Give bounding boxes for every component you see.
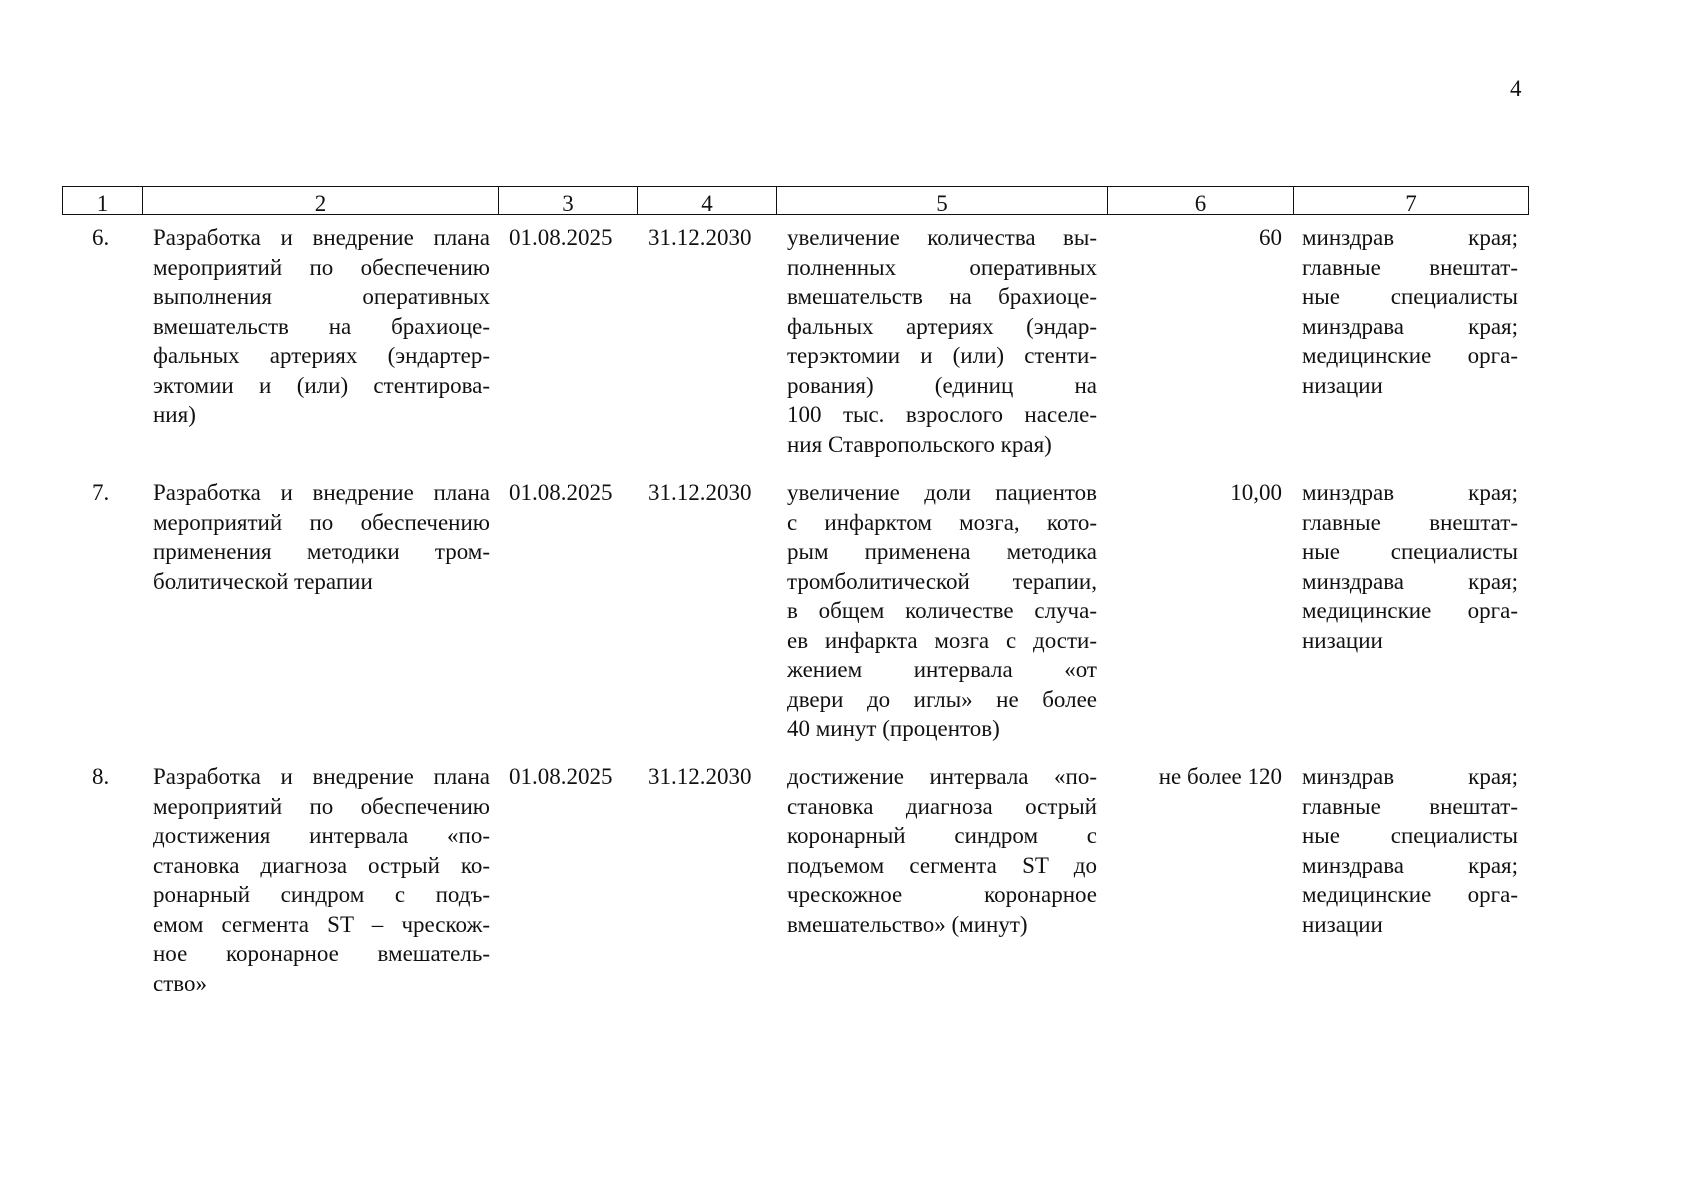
responsible-executors	[1302, 762, 1518, 939]
indicator-value: не более 120	[1158, 764, 1282, 789]
task-description-line: выполнения оперативных	[153, 284, 490, 309]
indicator-description	[787, 223, 1097, 459]
indicator-description-line: коронарный синдром с	[787, 823, 1097, 848]
column-header-6: 6	[1107, 186, 1293, 215]
column-header-2: 2	[142, 186, 498, 215]
responsible-executors-line: ные специалисты	[1302, 823, 1518, 848]
indicator-description-line: с инфарктом мозга, кото-	[787, 509, 1097, 535]
task-description-line: емом сегмента ST – чрескож-	[153, 911, 490, 937]
responsible-executors-line: минздрав края;	[1302, 225, 1518, 250]
indicator-description-line: подъемом сегмента ST до	[787, 852, 1097, 878]
responsible-executors-line: минздрава края;	[1302, 313, 1518, 339]
column-header-7: 7	[1293, 186, 1529, 215]
responsible-executors-line: низации	[1302, 372, 1383, 398]
task-description-line: ное коронарное вмешатель-	[153, 941, 490, 966]
indicator-description-line: тромболитической терапии,	[787, 568, 1097, 594]
indicator-description-line: фальных артериях (эндар-	[787, 313, 1097, 339]
column-header-1: 1	[62, 186, 142, 215]
indicator-description-line: увеличение доли пациентов	[787, 480, 1097, 505]
column-header-3: 3	[498, 186, 637, 215]
responsible-executors-line: ные специалисты	[1302, 539, 1518, 564]
responsible-executors-line: ные специалисты	[1302, 284, 1518, 309]
task-description-line: мероприятий по обеспечению	[153, 509, 490, 535]
responsible-executors-line: минздрава края;	[1302, 852, 1518, 878]
task-description-line: фальных артериях (эндартер-	[153, 343, 490, 368]
end-date: 31.12.2030	[648, 225, 752, 250]
end-date: 31.12.2030	[648, 764, 752, 789]
indicator-description-line: терэктомии и (или) стенти-	[787, 343, 1097, 368]
row-number: 6.	[92, 225, 110, 250]
column-header-4: 4	[637, 186, 776, 215]
indicator-description-line: жением интервала «от	[787, 657, 1097, 682]
responsible-executors	[1302, 478, 1518, 655]
responsible-executors-line: минздрав края;	[1302, 480, 1518, 505]
task-description-line: эктомии и (или) стентирова-	[153, 372, 490, 398]
task-description-line: ния)	[153, 402, 196, 427]
task-description-line: ство»	[153, 970, 207, 996]
indicator-description-line: становка диагноза острый	[787, 793, 1097, 819]
indicator-description-line: 100 тыс. взрослого населе-	[787, 402, 1097, 427]
indicator-description-line: достижение интервала «по-	[787, 764, 1097, 789]
table-header	[62, 186, 1529, 217]
end-date: 31.12.2030	[648, 480, 752, 505]
indicator-description-line: рым применена методика	[787, 539, 1097, 564]
task-description-line: ронарный синдром с подъ-	[153, 882, 490, 907]
start-date: 01.08.2025	[509, 764, 613, 789]
task-description-line: Разработка и внедрение плана	[153, 480, 490, 505]
responsible-executors-line: минздрав края;	[1302, 764, 1518, 789]
responsible-executors-line: главные внештат-	[1302, 509, 1518, 535]
indicator-description-line: вмешательств на брахиоце-	[787, 284, 1097, 309]
task-description-line: мероприятий по обеспечению	[153, 254, 490, 280]
indicator-value: 10,00	[1230, 480, 1282, 505]
indicator-description-line: двери до иглы» не более	[787, 686, 1097, 712]
task-description-line: вмешательств на брахиоце-	[153, 313, 490, 339]
task-description	[153, 762, 490, 998]
responsible-executors-line: главные внештат-	[1302, 254, 1518, 280]
responsible-executors-line: минздрава края;	[1302, 568, 1518, 594]
indicator-description	[787, 762, 1097, 939]
indicator-description	[787, 478, 1097, 744]
responsible-executors-line: медицинские орга-	[1302, 343, 1518, 368]
page-number: 4	[1510, 76, 1522, 101]
indicator-description-line: в общем количестве случа-	[787, 598, 1097, 623]
row-number: 8.	[92, 764, 110, 789]
task-description-line: достижения интервала «по-	[153, 823, 490, 848]
task-description-line: Разработка и внедрение плана	[153, 225, 490, 250]
responsible-executors	[1302, 223, 1518, 400]
task-description	[153, 478, 490, 596]
start-date: 01.08.2025	[509, 225, 613, 250]
task-description-line: мероприятий по обеспечению	[153, 793, 490, 819]
column-header-5: 5	[776, 186, 1107, 215]
responsible-executors-line: медицинские орга-	[1302, 598, 1518, 623]
indicator-description-line: ев инфаркта мозга с дости-	[787, 627, 1097, 653]
responsible-executors-line: медицинские орга-	[1302, 882, 1518, 907]
indicator-description-line: чрескожное коронарное	[787, 882, 1097, 907]
indicator-description-line: рования) (единиц на	[787, 372, 1097, 398]
indicator-description-line: увеличение количества вы-	[787, 225, 1097, 250]
responsible-executors-line: низации	[1302, 627, 1383, 653]
indicator-description-line: полненных оперативных	[787, 254, 1097, 280]
start-date: 01.08.2025	[509, 480, 613, 505]
task-description-line: применения методики тром-	[153, 539, 490, 564]
responsible-executors-line: главные внештат-	[1302, 793, 1518, 819]
responsible-executors-line: низации	[1302, 911, 1383, 937]
task-description-line: болитической терапии	[153, 568, 373, 594]
row-number: 7.	[92, 480, 110, 505]
indicator-description-line: ния Ставропольского края)	[787, 431, 1052, 457]
task-description	[153, 223, 490, 430]
task-description-line: Разработка и внедрение плана	[153, 764, 490, 789]
indicator-description-line: 40 минут (процентов)	[787, 716, 1000, 741]
task-description-line: становка диагноза острый ко-	[153, 852, 490, 878]
indicator-description-line: вмешательство» (минут)	[787, 911, 1028, 937]
indicator-value: 60	[1259, 225, 1282, 250]
